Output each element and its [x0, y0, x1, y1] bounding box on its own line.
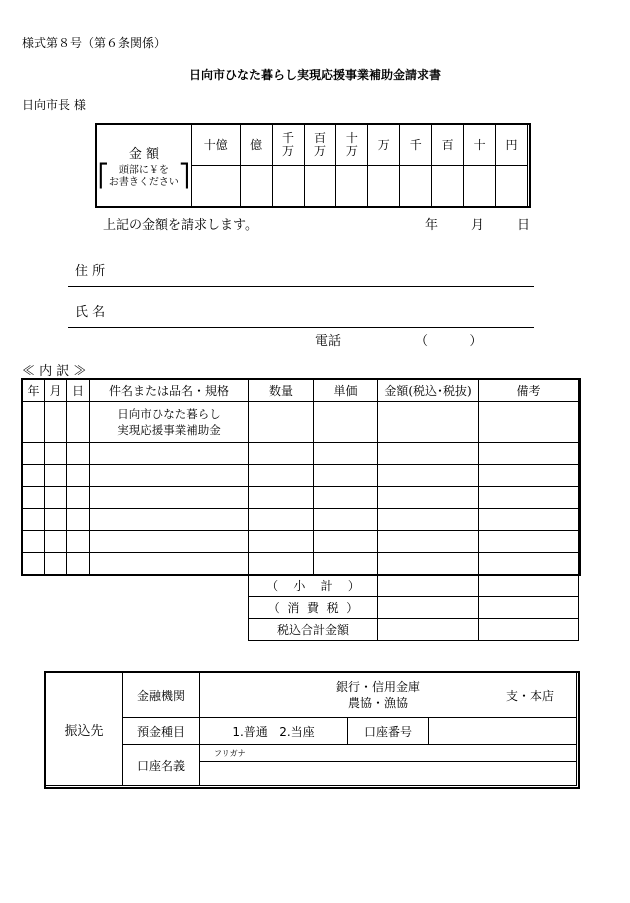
amount-note	[97, 165, 191, 189]
table-cell[interactable]	[67, 402, 90, 443]
tax-amount[interactable]	[378, 597, 479, 619]
subtotal-amount[interactable]	[378, 575, 479, 597]
amount-digit-input[interactable]	[496, 166, 528, 207]
subtotal-remarks[interactable]	[479, 575, 579, 597]
total-row	[23, 619, 579, 641]
unit-header: 万	[368, 125, 400, 166]
unit-header: 十億	[191, 125, 240, 166]
amount-digit-input[interactable]	[191, 166, 240, 207]
amount-digit-input[interactable]	[400, 166, 432, 207]
account-name-label: 口座名義	[123, 745, 200, 786]
tax-label: （ 消 費 税 ）	[249, 597, 378, 619]
table-row	[23, 487, 579, 509]
tax-remarks[interactable]	[479, 597, 579, 619]
institution-label: 金融機関	[123, 673, 200, 718]
table-row	[23, 443, 579, 465]
subtotal-label: （ 小 計 ）	[249, 575, 378, 597]
phone-parens: （ ）	[415, 334, 483, 349]
table-row	[23, 509, 579, 531]
subtotal-row	[23, 575, 579, 597]
amount-label-cell	[97, 125, 192, 207]
branch-label: 支・本店	[505, 689, 554, 703]
account-type-options[interactable]: 1.普通 2.当座	[200, 718, 348, 745]
tax-row	[23, 597, 579, 619]
amount-digit-input[interactable]	[336, 166, 368, 207]
name-line[interactable]	[68, 327, 534, 328]
address-label: 住 所	[75, 264, 106, 279]
total-label: 税込合計金額	[249, 619, 378, 641]
col-header-remarks: 備考	[479, 380, 579, 402]
name-label: 氏 名	[75, 305, 106, 320]
transfer-label: 振込先	[46, 673, 123, 786]
table-cell[interactable]	[249, 402, 314, 443]
amount-note-line2: お書きください	[108, 176, 179, 188]
date-day-label: 日	[517, 218, 531, 233]
col-header-unit-price: 単価	[314, 380, 378, 402]
unit-header: 千 万	[272, 125, 304, 166]
total-remarks[interactable]	[479, 619, 579, 641]
total-amount[interactable]	[378, 619, 479, 641]
amount-digit-input[interactable]	[304, 166, 336, 207]
amount-digit-input[interactable]	[368, 166, 400, 207]
col-header-day: 日	[67, 380, 90, 402]
amount-note-line1: 頭部に￥を	[118, 164, 169, 176]
account-name-field[interactable]	[200, 762, 577, 786]
amount-label: 金 額	[128, 146, 159, 162]
institution-field[interactable]	[200, 673, 577, 718]
col-header-item: 件名または品名・規格	[90, 380, 249, 402]
col-header-year: 年	[23, 380, 45, 402]
form-number: 様式第８号（第６条関係）	[22, 36, 167, 50]
unit-header: 十 万	[336, 125, 368, 166]
date-month-label: 月	[471, 218, 485, 233]
table-cell[interactable]	[314, 402, 378, 443]
col-header-quantity: 数量	[249, 380, 314, 402]
col-header-month: 月	[45, 380, 67, 402]
unit-header: 百	[432, 125, 464, 166]
table-cell[interactable]	[45, 402, 67, 443]
table-row	[23, 465, 579, 487]
breakdown-heading: ≪ 内 訳 ≫	[22, 364, 87, 379]
furigana-label: フリガナ	[200, 745, 577, 762]
breakdown-table	[22, 379, 579, 641]
account-type-label: 預金種目	[123, 718, 200, 745]
unit-header: 円	[496, 125, 528, 166]
bracket-left-icon: ⎡	[97, 163, 109, 189]
address-line[interactable]	[68, 286, 534, 287]
table-row	[23, 553, 579, 575]
table-cell[interactable]	[23, 402, 45, 443]
unit-header: 百 万	[304, 125, 336, 166]
addressee: 日向市長 様	[22, 98, 86, 112]
table-cell[interactable]	[479, 402, 579, 443]
account-number-label: 口座番号	[348, 718, 429, 745]
phone-label: 電話	[315, 334, 342, 349]
bracket-right-icon: ⎤	[178, 163, 190, 189]
account-number-field[interactable]	[429, 718, 577, 745]
unit-header: 千	[400, 125, 432, 166]
institution-types: 銀行・信用金庫 農協・漁協	[335, 680, 420, 710]
bank-table	[45, 672, 577, 786]
amount-digit-input[interactable]	[240, 166, 272, 207]
amount-digit-input[interactable]	[464, 166, 496, 207]
amount-digit-input[interactable]	[432, 166, 464, 207]
table-row	[23, 531, 579, 553]
form-title: 日向市ひなた暮らし実現応援事業補助金請求書	[188, 68, 441, 82]
unit-header: 十	[464, 125, 496, 166]
request-text: 上記の金額を請求します。	[103, 218, 258, 233]
first-item-name: 日向市ひなた暮らし 実現応援事業補助金	[90, 402, 249, 443]
col-header-amount: 金額(税込･税抜)	[378, 380, 479, 402]
date-year-label: 年	[425, 218, 439, 233]
table-cell[interactable]	[378, 402, 479, 443]
unit-header: 億	[240, 125, 272, 166]
amount-table	[96, 124, 528, 207]
amount-digit-input[interactable]	[272, 166, 304, 207]
